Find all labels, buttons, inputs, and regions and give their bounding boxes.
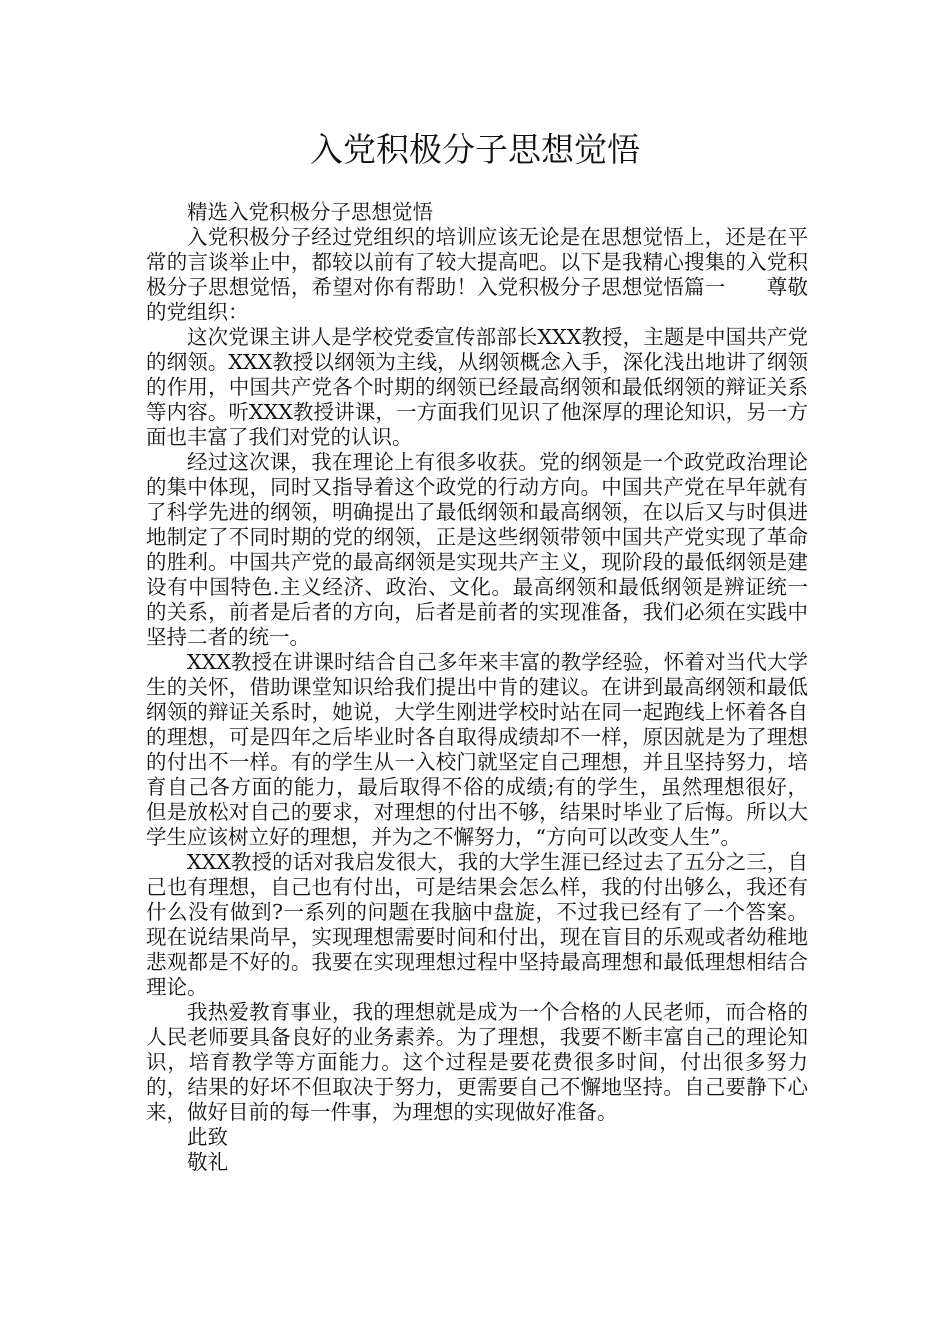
- intro-paragraph: 入党积极分子经过党组织的培训应该无论是在思想觉悟上，还是在平常的言谈举止中，都较以前有了较大提高吧。以下是我精心搜集的入党积极分子思想觉悟，希望对你有帮助！入党积极分子思想觉悟篇一 尊敬的党组织：: [146, 225, 808, 324]
- document-body: [146, 200, 808, 1175]
- body-paragraph: 这次党课主讲人是学校党委宣传部部长XXX教授，主题是中国共产党的纲领。XXX教授以纲领为主线，从纲领概念入手，深化浅出地讲了纲领的作用，中国共产党各个时期的纲领已经最高纲领和最低纲领的辩证关系等内容。听XXX教授讲课，一方面我们见识了他深厚的理论知识，另一方面也丰富了我们对党的认识。: [146, 325, 808, 449]
- body-paragraph: 我热爱教育事业，我的理想就是成为一个合格的人民老师，而合格的人民老师要具备良好的业务素养。为了理想，我要不断丰富自己的理论知识，培育教学等方面能力。这个过程是要花费很多时间，付出很多努力的，结果的好坏不但取决于努力，更需要自己不懈地坚持。自己要静下心来，做好目前的每一件事，为理想的实现做好准备。: [146, 1000, 808, 1124]
- closing-line: 此致: [187, 1125, 228, 1149]
- subtitle-paragraph: 精选入党积极分子思想觉悟: [187, 200, 433, 224]
- document-title: 入党积极分子思想觉悟: [310, 130, 640, 169]
- body-paragraph: XXX教授的话对我启发很大，我的大学生涯已经过去了五分之三，自己也有理想，自己也有付出，可是结果会怎么样，我的付出够么，我还有什么没有做到?一系列的问题在我脑中盘旋，不过我已经有了一个答案。现在说结果尚早，实现理想需要时间和付出，现在盲目的乐观或者幼稚地悲观都是不好的。我要在实现理想过程中坚持最高理想和最低理想相结合理论。: [146, 850, 808, 999]
- salutation-line: 敬礼: [187, 1150, 228, 1174]
- body-paragraph: XXX教授在讲课时结合自己多年来丰富的教学经验，怀着对当代大学生的关怀，借助课堂知识给我们提出中肯的建议。在讲到最高纲领和最低纲领的辩证关系时，她说，大学生刚进学校时站在同一起跑线上怀着各自的理想，可是四年之后毕业时各自取得成绩却不一样，原因就是为了理想的付出不一样。有的学生从一入校门就坚定自己理想，并且坚持努力，培育自己各方面的能力，最后取得不俗的成绩;有的学生，虽然理想很好，但是放松对自己的要求，对理想的付出不够，结果时毕业了后悔。所以大学生应该树立好的理想，并为之不懈努力，“方向可以改变人生”。: [146, 650, 808, 849]
- body-paragraph: 经过这次课，我在理论上有很多收获。党的纲领是一个政党政治理论的集中体现，同时又指导着这个政党的行动方向。中国共产党在早年就有了科学先进的纲领，明确提出了最低纲领和最高纲领，在以后又与时俱进地制定了不同时期的党的纲领，正是这些纲领带领中国共产党实现了革命的胜利。中国共产党的最高纲领是实现共产主义，现阶段的最低纲领是建设有中国特色.主义经济、政治、文化。最高纲领和最低纲领是辨证统一的关系，前者是后者的方向，后者是前者的实现准备，我们必须在实践中坚持二者的统一。: [146, 450, 808, 649]
